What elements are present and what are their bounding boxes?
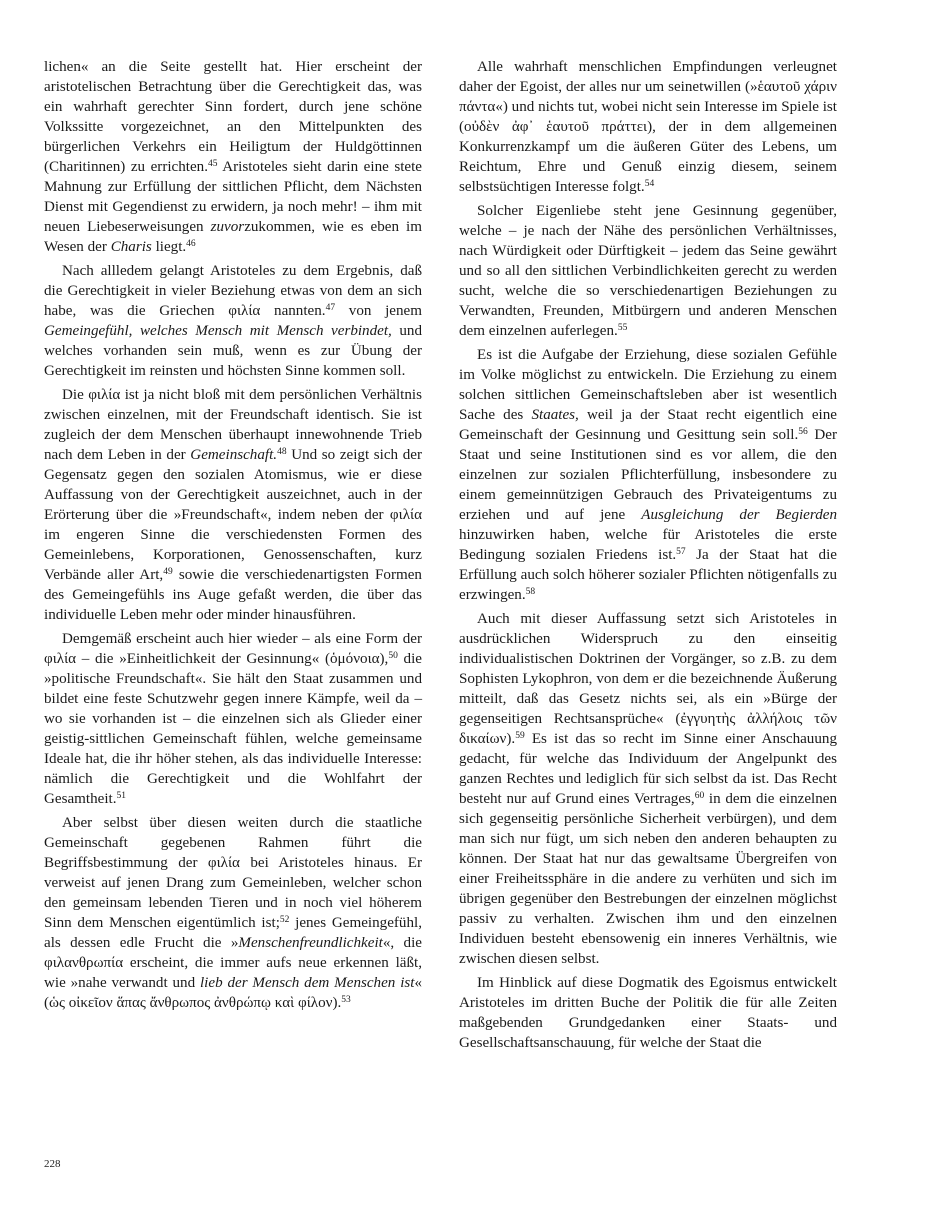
text-run: Im Hinblick auf diese Dogmatik des Egoismus entwickelt Aristoteles im dritten Buche der Politik die für alle Zeiten maßgebenden Grundgedanken einer Staats- und Gesellschaftsanschauung, für welche der Staat die bbox=[459, 975, 837, 1051]
text-run: Es ist das so recht im Sinne einer Anschauung gedacht, für welche das Individuum der Angelpunkt des ganzen Rechtes und lediglich für sich selbst da ist. Das Recht besteht nur auf Grund eines Vertrages, bbox=[459, 731, 837, 807]
footnote-marker: 52 bbox=[279, 915, 290, 925]
paragraph bbox=[459, 973, 837, 1053]
footnote-marker: 45 bbox=[208, 159, 218, 169]
text-run: hinzuwirken haben, welche für Aristoteles die erste Bedingung sozialen Friedens ist. bbox=[459, 527, 837, 563]
footnote-marker: 50 bbox=[388, 651, 398, 661]
text-run: Demgemäß erscheint auch hier wieder – als eine Form der φιλία – die »Einheitlichkeit der Gesinnung« (ὁμόνοια), bbox=[44, 631, 422, 667]
footnote-marker: 48 bbox=[277, 447, 287, 457]
italic-text: Menschenfreundlichkeit bbox=[238, 935, 383, 951]
italic-text: Gemeingefühl, welches Mensch mit Mensch verbindet, bbox=[44, 323, 392, 339]
text-run: Aristoteles sieht darin eine stete Mahnung zur Erfüllung der sittlichen Pflicht, dem Nächsten Dienst mit Gegendienst zu erwidern, ja noch mehr! – ihm mit neuen Liebeserweisungen bbox=[44, 159, 423, 235]
paragraph bbox=[44, 629, 422, 809]
text-run: Nach allledem gelangt Aristoteles zu dem Ergebnis, daß die Gerechtigkeit in vieler Beziehung etwas von dem an sich habe, was die Griechen φιλία nannten. bbox=[44, 263, 422, 319]
text-run: «, die φιλανθρωπία erscheint, die immer aufs neue erkennen läßt, wie »nahe verwandt und bbox=[44, 935, 422, 991]
right-text-column bbox=[459, 57, 837, 1053]
footnote-marker: 53 bbox=[341, 995, 351, 1005]
paragraph bbox=[459, 609, 837, 969]
text-run: Die φιλία ist ja nicht bloß mit dem persönlichen Verhältnis zwischen einzelnen, mit der Freundschaft identisch. Sie ist zugleich der dem Menschen überhaupt innewohnende Trieb nach dem Leben in der bbox=[44, 387, 422, 463]
footnote-marker: 49 bbox=[163, 567, 173, 577]
text-run: Und so zeigt sich der Gegensatz gegen den sozialen Atomismus, wie er diese Auffassung von der Gerechtigkeit auszeichnet, auch in der Erörterung über die »Freundschaft«, indem neben der φιλία im engeren Sinne die verschiedensten Formen des Gemeinlebens, Korporationen, Genossenschaften, kurz Verbände aller Art, bbox=[44, 447, 422, 583]
text-run: jenes Gemeingefühl, als dessen edle Frucht die » bbox=[44, 915, 422, 951]
text-run: Aber selbst über diesen weiten durch die staatliche Gemeinschaft gegebenen Rahmen führt die Begriffsbestimmung der φιλία bei Aristoteles hinaus. Er verweist auf jenen Drang zum Gemeinleben, welcher schon den gemeinsam lebenden Tieren und in noch viel höherem Sinn dem Menschen eigentümlich ist; bbox=[44, 815, 422, 931]
text-run: die »politische Freundschaft«. Sie hält den Staat zusammen und bildet eine feste Schutzwehr gegen innere Kämpfe, weil da – wo sie vorhanden ist – die einzelnen sich als Glieder einer geistig-sittlichen Gemeinschaft fühlen, welche gemeinsame Ideale hat, die ihr höher stehen, als das individuelle Interesse: nämlich die Gerechtigkeit und die Wohlfahrt der Gesamtheit. bbox=[44, 651, 423, 807]
text-run: in dem die einzelnen sich gegenseitig persönliche Sicherheit verbürgen), und dem man sich nur fügt, um sich neben den anderen behaupten zu können. Der Staat hat nur das gewaltsame Übergreifen von einer Freiheitssphäre in die andere zu verhüten und sich im übrigen gegenüber den Bestrebungen der einzelnen möglichst passiv zu verhalten. Zwischen ihm und den einzelnen Individuen besteht ebensowenig ein inneres Verhältnis, wie zwischen diesen selbst. bbox=[459, 791, 837, 967]
footnote-marker: 46 bbox=[186, 239, 196, 249]
text-run: weil ja der Staat recht eigentlich eine Gemeinschaft der Gesinnung und Gesittung sein soll. bbox=[459, 407, 837, 443]
footnote-marker: 56 bbox=[798, 427, 808, 437]
footnote-marker: 59 bbox=[515, 731, 525, 741]
footnote-marker: 60 bbox=[694, 791, 705, 801]
text-run: lichen« an die Seite gestellt hat. Hier erscheint der aristotelischen Betrachtung über die Gerechtigkeit das, was ein wahrhaft gerechter Sinn fordert, durch jene schöne Volkssitte vorgezeichnet, an den Mittelpunkten des bürgerlichen Verkehrs ein Heiligtum der Huldgöttinnen (Charitinnen) zu errichten. bbox=[44, 59, 422, 175]
text-run: Es ist die Aufgabe der Erziehung, diese sozialen Gefühle im Volke möglichst zu entwickeln. Die Erziehung zu einem solchen sittlichen Gemeinschaftsleben aber ist wesentlich Sache des bbox=[459, 347, 837, 423]
text-run: und welches vorhanden sein muß, wenn es zur Übung der Gerechtigkeit im reinsten und höchsten Sinne kommen soll. bbox=[44, 323, 422, 379]
italic-text: Gemeinschaft. bbox=[190, 447, 278, 463]
left-text-column bbox=[44, 57, 422, 1013]
text-run: Ja der Staat hat die Erfüllung auch solch höherer sozialer Pflichten nötigenfalls zu erzwingen. bbox=[459, 547, 837, 603]
text-run: « (ὡς οἰκεῖον ἅπας ἄνθρωπος ἀνθρώπῳ καὶ φίλον). bbox=[44, 975, 422, 1011]
paragraph bbox=[459, 201, 837, 341]
italic-text: Ausgleichung der Begierden bbox=[641, 507, 837, 523]
page-number: 228 bbox=[44, 1158, 61, 1170]
text-run: zukommen, wie es eben im Wesen der bbox=[44, 219, 422, 255]
italic-text: Staates, bbox=[531, 407, 579, 423]
paragraph bbox=[459, 57, 837, 197]
footnote-marker: 47 bbox=[325, 303, 336, 313]
text-run: Solcher Eigenliebe steht jene Gesinnung gegenüber, welche – je nach der Nähe des persönlichen Verhältnisses, nach Würdigkeit oder Dürftigkeit – jedem das Seine gewährt und so all den sittlichen Verbindlichkeiten gerecht zu werden sucht, welche die so verschiedenartigen Beziehungen zu Verwandten, Freunden, Mitbürgern und anderen Menschen dem einzelnen auferlegen. bbox=[459, 203, 837, 339]
italic-text: zuvor bbox=[210, 219, 245, 235]
text-run: von jenem bbox=[335, 303, 422, 319]
italic-text: Charis bbox=[110, 239, 152, 255]
paragraph bbox=[44, 57, 422, 257]
footnote-marker: 58 bbox=[525, 587, 536, 597]
italic-text: lieb der Mensch dem Menschen ist bbox=[199, 975, 415, 991]
footnote-marker: 54 bbox=[644, 179, 655, 189]
text-run: sowie die verschiedenartigsten Formen des Gemeingefühls ins Auge gefaßt werden, die über das individuelle Leben mehr oder minder hinausführen. bbox=[44, 567, 422, 623]
text-run: Der Staat und seine Institutionen sind es vor allem, die den einzelnen zur sozialen Pflichterfüllung, insbesondere zu einem gemeinnützigen Gebrauch des Privateigentums zu erziehen und auf jene bbox=[459, 427, 837, 523]
footnote-marker: 51 bbox=[116, 791, 127, 801]
paragraph bbox=[44, 261, 422, 381]
text-run: liegt. bbox=[151, 239, 187, 255]
paragraph bbox=[459, 345, 837, 605]
paragraph bbox=[44, 385, 422, 625]
text-run: Alle wahrhaft menschlichen Empfindungen verleugnet daher der Egoist, der alles nur um seinetwillen (»ἑαυτοῦ χάριν πάντα«) und nichts tut, wobei nicht sein Interesse im Spiele ist (οὐδὲν ἀφ᾽ ἑαυτοῦ πράττει), der in dem allgemeinen Konkurrenzkampf um die äußeren Güter des Lebens, um Reichtum, Ehre und Genuß einzig diesem, seinem selbstsüchtigen Interesse folgt. bbox=[459, 59, 837, 195]
text-run: Auch mit dieser Auffassung setzt sich Aristoteles in ausdrücklichen Widerspruch zu den einseitig individualistischen Doktrinen der Vorgänger, so z.B. zu dem Sophisten Lykophron, von dem er die bezeichnende Äußerung mitteilt, daß das Gesetz nichts sei, als ein »Bürge der gegenseitigen Rechtsansprüche« (ἐγγυητὴς ἀλλήλοις τῶν δικαίων). bbox=[459, 611, 837, 747]
footnote-marker: 57 bbox=[676, 547, 686, 557]
paragraph bbox=[44, 813, 422, 1013]
footnote-marker: 55 bbox=[617, 323, 628, 333]
